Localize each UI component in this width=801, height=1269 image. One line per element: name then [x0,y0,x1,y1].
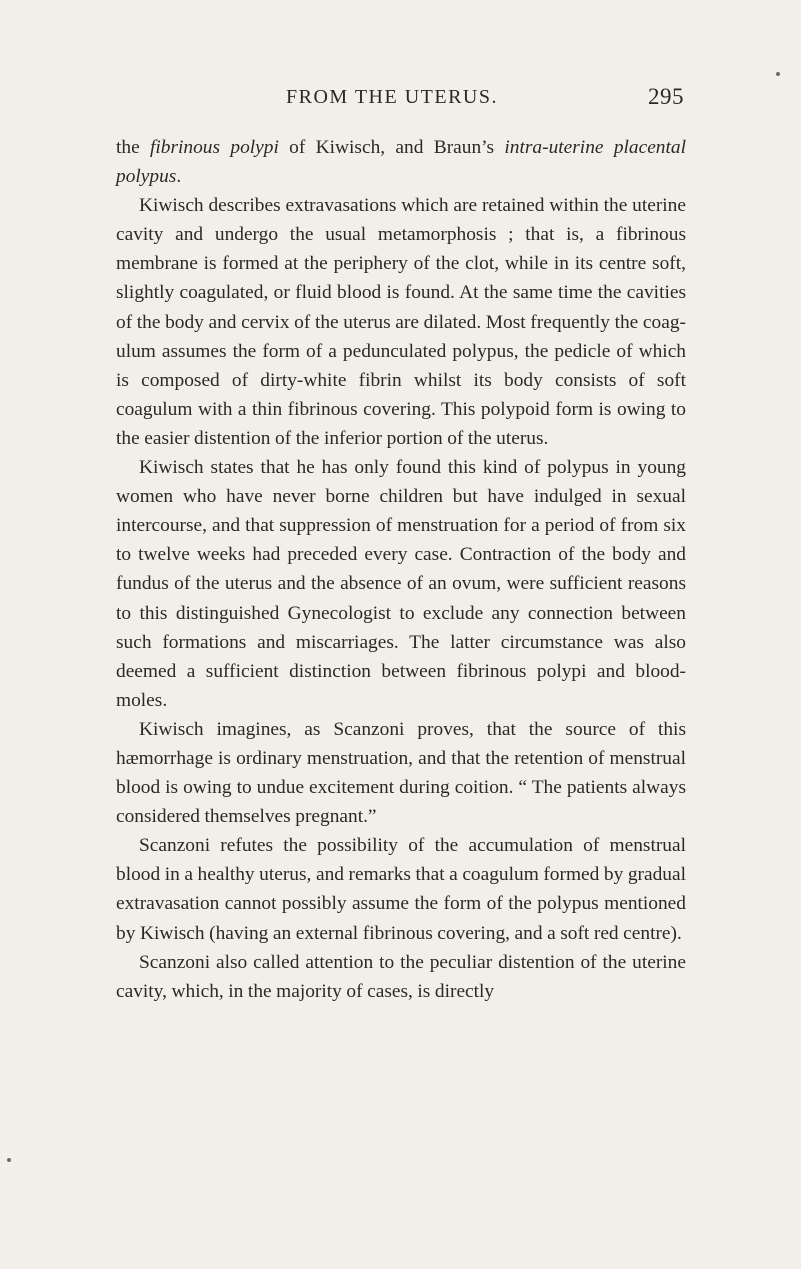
margin-speck [7,1158,11,1162]
paragraph-4: Kiwisch imagines, as Scanzoni proves, that the source of this hæmorrhage is ordinary menstruation, and that the retention of menstrual blood is owing to undue excitement during coition. “ The patients always considered themselves pregnant.” [116,718,686,828]
paragraph-1-mid: of Kiwisch, and Braun’s [278,137,505,158]
paragraph-3: Kiwisch states that he has only found this kind of polypus in young women who have never borne children but have indulged in sexual intercourse, and that suppression of menstruation for a period of from six to twelve weeks had preceded every case. Contraction of the body and fundus of the uterus and the absence of an ovum, were sufficient reasons to this distinguished Gynecologist to exclude any connection between such formations and miscarriages. The latter circumstance was also deemed a sufficient distinction between fibrinous polypi and blood-moles. [116,457,686,711]
running-head: FROM THE UTERUS. [286,86,498,108]
page-number: 295 [648,84,684,109]
fibrinous-polypi-term: fibrinous polypi [150,137,279,158]
body-text [116,133,686,1006]
paragraph-1-post: . [176,166,182,188]
paragraph-1 [116,133,686,191]
paragraph-5: Scanzoni refutes the possibility of the accumulation of menstrual blood in a healthy uterus, and remarks that a coagulum formed by gradual extravasation cannot possibly assume the form of the polypus mentioned by Kiwisch (having an external fibrinous covering, and a soft red centre). [116,835,686,944]
margin-speck [776,72,780,76]
paragraph-1-pre: the [116,137,151,158]
placental-polypus-term: intra-uterine placental polypus [116,137,686,188]
paragraph-6: Scanzoni also called attention to the peculiar distention of the uterine cavity, which, in the majority of cases, is directly [116,951,686,1002]
paragraph-2: Kiwisch describes extravasations which are retained within the uterine cavity and undergo the usual metamorphosis ; that is, a fibrinous membrane is formed at the periphery of the clot, while in its centre soft, slightly coagulated, or fluid blood is found. At the same time the cavities of the body and cervix of the uterus are dilated. Most frequently the coagulum assumes the form of a pedunculated polypus, the pedicle of which is composed of dirty-white fibrin whilst its body consists of soft coagulum with a thin fibrinous covering. This polypoid form is owing to the easier distention of the inferior portion of the uterus. [116,195,686,449]
page-header [116,86,684,116]
